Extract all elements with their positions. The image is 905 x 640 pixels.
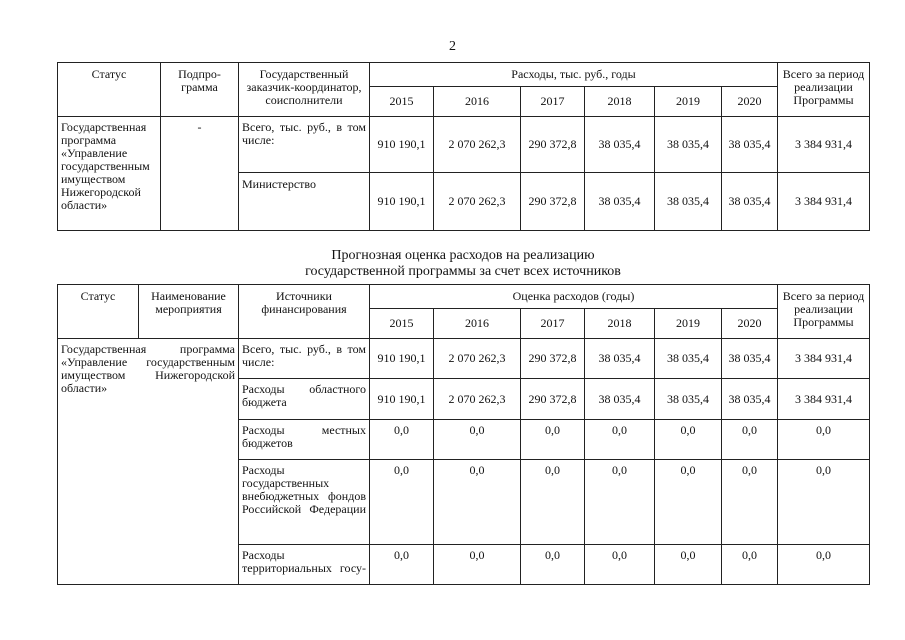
header-name: Наименование мероприятия	[139, 285, 239, 339]
header-total: Всего за период реализации Программы	[778, 285, 870, 339]
cell-value: 0,0	[655, 545, 722, 585]
cell-value: 2 070 262,3	[434, 117, 521, 173]
row-label: Расходы областного бюджета	[239, 379, 370, 420]
year-header: 2015	[370, 309, 434, 339]
subprogram-value: -	[161, 117, 239, 231]
cell-value: 290 372,8	[521, 339, 585, 379]
header-total: Всего за период реализации Программы	[778, 63, 870, 117]
year-header: 2016	[434, 87, 521, 117]
cell-value: 2 070 262,3	[434, 173, 521, 231]
cell-value: 910 190,1	[370, 173, 434, 231]
cell-value: 38 035,4	[655, 173, 722, 231]
cell-value: 0,0	[585, 545, 655, 585]
cell-value: 0,0	[585, 460, 655, 545]
year-header: 2019	[655, 87, 722, 117]
cell-total: 0,0	[778, 545, 870, 585]
header-status: Статус	[58, 285, 139, 339]
section-title	[57, 248, 869, 280]
cell-total: 3 384 931,4	[778, 339, 870, 379]
year-header: 2017	[521, 87, 585, 117]
cell-value: 2 070 262,3	[434, 379, 521, 420]
cell-value: 0,0	[655, 420, 722, 460]
cell-value: 0,0	[434, 545, 521, 585]
cell-value: 0,0	[434, 460, 521, 545]
cell-value: 0,0	[521, 460, 585, 545]
year-header: 2016	[434, 309, 521, 339]
header-expenses: Расходы, тыс. руб., годы	[370, 63, 778, 87]
table-row	[58, 117, 870, 173]
page-number: 2	[449, 39, 456, 54]
cell-value: 0,0	[370, 420, 434, 460]
year-header: 2017	[521, 309, 585, 339]
cell-value: 38 035,4	[722, 339, 778, 379]
cell-value: 38 035,4	[585, 379, 655, 420]
header-subprogram: Подпро-грамма	[161, 63, 239, 117]
cell-value: 0,0	[585, 420, 655, 460]
cell-value: 38 035,4	[655, 379, 722, 420]
program-status: Государственная программа «Управление государственным имуществом Нижегородской области»	[58, 117, 161, 231]
cell-value: 0,0	[722, 545, 778, 585]
cell-value: 910 190,1	[370, 117, 434, 173]
row-label: Расходы государственных внебюджетных фондов Российской Федерации	[239, 460, 370, 545]
cell-value: 0,0	[434, 420, 521, 460]
cell-value: 38 035,4	[722, 173, 778, 231]
cell-total: 3 384 931,4	[778, 117, 870, 173]
cell-value: 290 372,8	[521, 379, 585, 420]
header-estimate: Оценка расходов (годы)	[370, 285, 778, 309]
cell-value: 290 372,8	[521, 173, 585, 231]
section-title-line: государственной программы за счет всех источников	[305, 264, 621, 279]
program-status: Государственная программа «Управление государственным имуществом Нижегородской области»	[58, 339, 239, 585]
row-label: Всего, тыс. руб., в том числе:	[239, 117, 370, 173]
row-label: Всего, тыс. руб., в том числе:	[239, 339, 370, 379]
row-label: Расходы территориальных госу-	[239, 545, 370, 585]
row-label: Министерство	[239, 173, 370, 231]
cell-value: 0,0	[521, 420, 585, 460]
cell-value: 38 035,4	[585, 117, 655, 173]
cell-value: 38 035,4	[655, 117, 722, 173]
cell-total: 0,0	[778, 420, 870, 460]
header-sources: Источники финансирования	[239, 285, 370, 339]
cell-value: 38 035,4	[722, 379, 778, 420]
cell-value: 910 190,1	[370, 379, 434, 420]
cell-total: 3 384 931,4	[778, 173, 870, 231]
year-header: 2019	[655, 309, 722, 339]
cell-value: 38 035,4	[655, 339, 722, 379]
year-header: 2015	[370, 87, 434, 117]
year-header: 2018	[585, 309, 655, 339]
cell-value: 38 035,4	[585, 339, 655, 379]
cell-value: 38 035,4	[585, 173, 655, 231]
year-header: 2018	[585, 87, 655, 117]
cell-value: 0,0	[655, 460, 722, 545]
cell-value: 290 372,8	[521, 117, 585, 173]
table-row	[58, 339, 870, 379]
section-title-line: Прогнозная оценка расходов на реализацию	[331, 248, 595, 263]
cell-value: 0,0	[370, 545, 434, 585]
row-label: Расходы местных бюджетов	[239, 420, 370, 460]
cell-value: 0,0	[521, 545, 585, 585]
year-header: 2020	[722, 309, 778, 339]
expenses-table	[57, 62, 870, 231]
header-executor: Государственный заказчик-координатор, соисполнители	[239, 63, 370, 117]
cell-value: 0,0	[370, 460, 434, 545]
cell-value: 910 190,1	[370, 339, 434, 379]
year-header: 2020	[722, 87, 778, 117]
cell-total: 3 384 931,4	[778, 379, 870, 420]
cell-value: 0,0	[722, 460, 778, 545]
cell-total: 0,0	[778, 460, 870, 545]
cell-value: 38 035,4	[722, 117, 778, 173]
cell-value: 0,0	[722, 420, 778, 460]
cell-value: 2 070 262,3	[434, 339, 521, 379]
header-status: Статус	[58, 63, 161, 117]
forecast-table	[57, 284, 870, 585]
